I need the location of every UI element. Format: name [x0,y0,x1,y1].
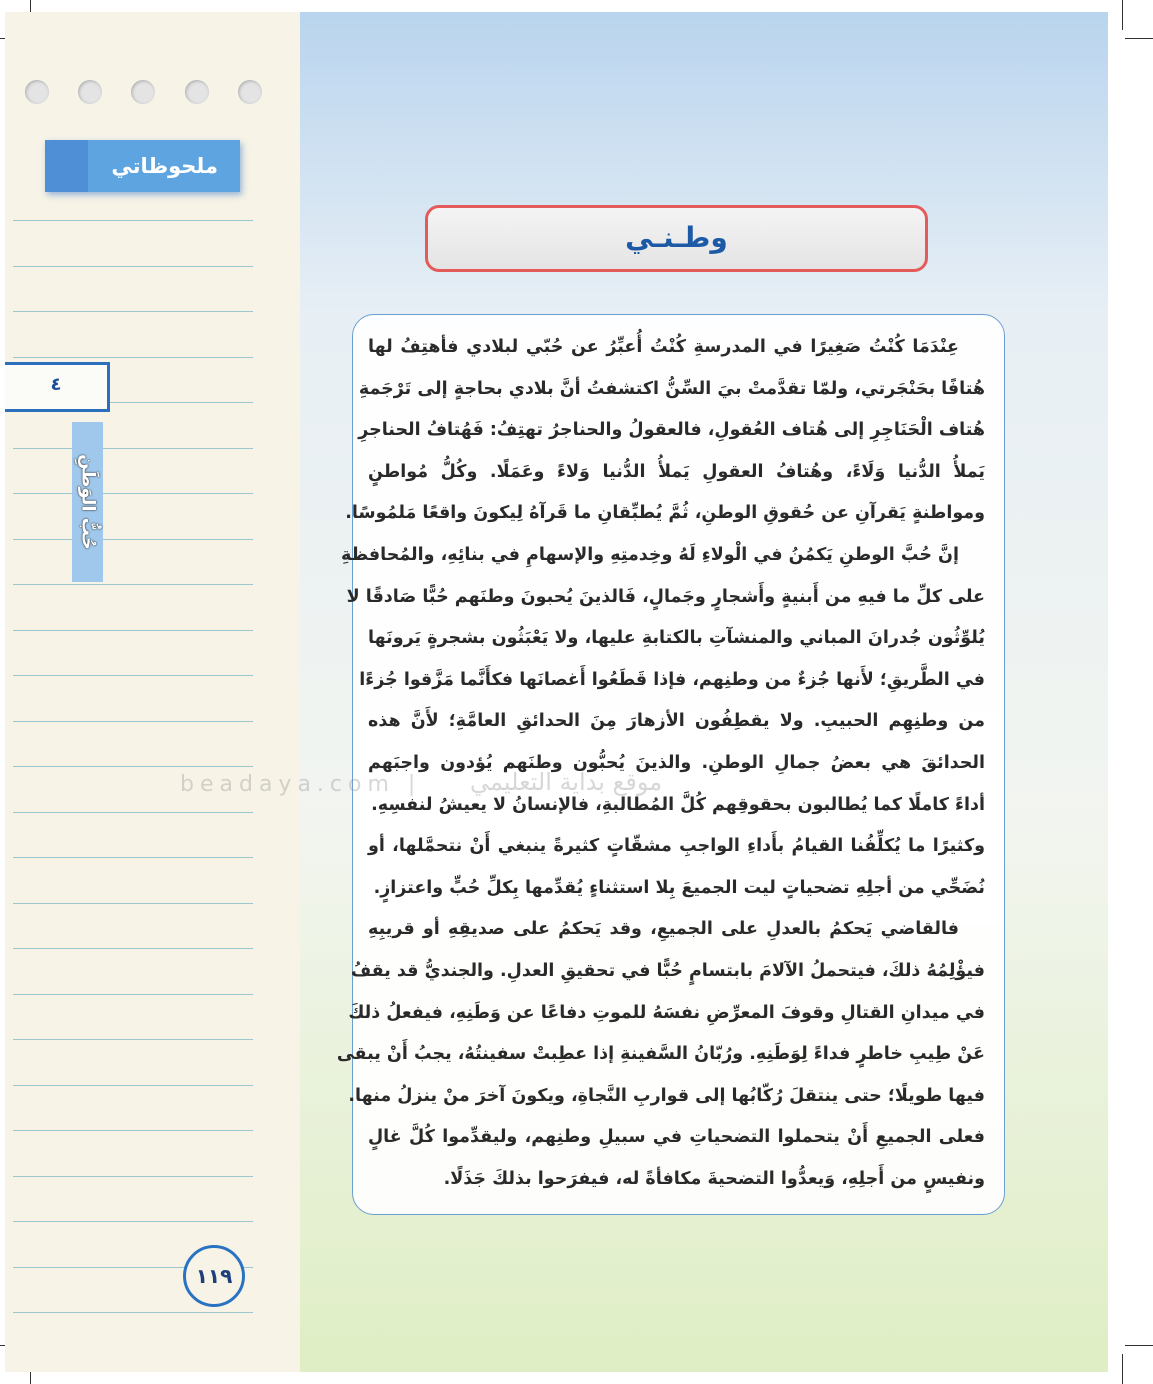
ruled-line [13,812,253,813]
ruled-line [13,766,253,767]
crop-mark [1122,1354,1123,1384]
paragraph-line: فيها طويلًا؛ حتى ينتقلَ رُكّابُها إلى قواربِ النَّجاةِ، ويكونَ آخرَ منْ ينزلُ منها. [348,1085,985,1106]
ruled-line [13,539,253,540]
ruled-line [13,1085,253,1086]
paragraph-line: من وطنِهِم الحبيبِ. ولا يقطِفُون الأزهارَ مِنَ الحدائقِ العامَّةِ؛ لأَنَّ هذه [368,711,985,732]
paragraph-line: الحدائقَ هي بعضُ جمالِ الوطنِ. والذينَ يُحبُّون وطنَهم يُؤدون واجبَهم [368,753,985,773]
notes-heading: ملحوظاتي [45,140,240,192]
paragraph-line: وكثيرًا ما يُكلِّفُنا القيامُ بأَداءِ الواجبِ مشقّاتٍ كثيرةً ينبغي أَنْ نتحمَّلها، أو [368,836,985,857]
paragraph-line: نُضَحِّي من أجلِهِ تضحياتٍ ليت الجميعَ بِلا استثناءٍ يُقدِّمها بِكلِّ حُبٍّ واعتزازٍ. [373,877,985,898]
unit-number: ٤ [5,362,110,412]
unit-title: حُبُّ الوَطَنِ [77,454,98,550]
paragraph-line: فيؤْلِمُهُ ذلكَ، فيتحملُ الآلامَ بابتسامٍ حُبًّا في تحقيقِ العدلِ. والجنديُّ قد يقفُ [350,961,985,981]
ruled-line [13,903,253,904]
paragraph-line: فعلى الجميعِ أَنْ يتحملوا التضحياتِ في سبيلِ وطنِهم، وليقدِّموا كُلَّ غالٍ [368,1127,985,1148]
paragraph-line: يُلوِّثُون جُدرانَ المباني والمنشآتِ بالكتابةِ عليها، ولا يَعْبَثُون بشجرةٍ يَرونَها [368,628,985,649]
paragraph-line: عِنْدَمَا كُنْتُ صَغِيرًا في المدرسةِ كُنْتُ أُعبِّرُ عن حُبّي لبلادي فأهتِفُ لها [368,337,959,357]
paragraph-line: أداءً كاملًا كما يُطالبون بحقوقِهم كُلَّ المُطالبةِ، فالإنسانُ لا يعيشُ لنفسِهِ. [371,794,985,815]
paragraph-line: ومواطنةٍ يَقرآنِ عن حُقوقِ الوطنِ، ثُمَّ يُطبِّقانِ ما قَرآهُ لِيكونَ واقعًا مَلمُوسًا. [345,503,985,524]
paragraph-line: عَنْ طِيبِ خاطرٍ فداءً لِوَطَنِهِ. ورُبّانُ السَّفينةِ إذا عطِبتْ سفينتُهُ، يجبُ أَنْ يبقى [336,1044,985,1065]
ruled-line [13,493,253,494]
ruled-line [13,1221,253,1222]
paragraph-line: على كلِّ ما فيهِ من أَبنيةٍ وأَشجارٍ وجَمالٍ، فَالذينَ يُحبونَ وطنَهم حُبًّا صَادقًا لا [346,586,985,607]
ruled-line [13,1130,253,1131]
watermark-site: beadaya.com | [180,772,422,797]
crop-mark [1125,1345,1153,1346]
ruled-line [13,584,253,585]
ruled-line [13,1039,253,1040]
notes-column [5,12,302,1372]
ruled-line [13,721,253,722]
ruled-line [13,857,253,858]
paragraph-line: هُتافًا بحَنْجَرتي، ولمّا تقدَّمتْ بيَ السِّنُّ اكتشفتُ أنَّ بلادي بحاجةٍ إلى تَرْجَمةِ [358,378,985,399]
binder-hole-icon [238,80,262,104]
paragraph-line: في ميدانِ القتالِ وقوفَ المعرِّضِ نفسَهُ للموتِ دفاعًا عن وَطَنِهِ، فيفعلُ ذلكَ [348,1002,985,1023]
lesson-title: وطـنـي [425,205,928,272]
ruled-line [13,948,253,949]
watermark-arabic: موقع بداية التعليمي [470,768,663,796]
binder-hole-icon [25,80,49,104]
ruled-line [13,448,253,449]
ruled-line [13,1312,253,1313]
binder-hole-icon [185,80,209,104]
crop-mark [1122,0,1123,30]
crop-mark [1125,38,1153,39]
ruled-line [13,630,253,631]
unit-title-ribbon [72,422,103,582]
paragraph-line: يَملأُ الدُّنيا وَلَاءً، وهُتافُ العقولِ يَملأُ الدُّنيا وَلاءً وعَمَلًا. وكُلُّ مُواطنٍ [368,461,985,482]
paragraph-line: إنَّ حُبَّ الوطنِ يَكمُنُ في الْولاءِ لَهُ وخِدمتِهِ والإسهامِ في بنائِهِ، والمُحافظةِ [341,545,959,565]
paragraph-line: هُتاف الْحَنَاجِرِ إلى هُتاف العُقولِ، فالعقولُ والحناجرُ تهتِفُ: فَهُتافُ الحناجرِ [358,420,985,441]
ruled-line [13,994,253,995]
paragraph-line: فالقاضي يَحكمُ بالعدلِ على الجميعِ، وقد يَحكمُ على صديقِهِ أو قريبِهِ [368,919,959,940]
ruled-line [13,311,253,312]
ruled-line [13,675,253,676]
paragraph-line: ونفيسٍ من أَجلِهِ، وَيعدُّوا التضحيةَ مكافأةً له، فيفرَحوا بذلكَ جَذَلًا. [443,1169,985,1189]
ruled-line [13,357,253,358]
ruled-line [13,266,253,267]
binder-hole-icon [131,80,155,104]
paragraph-line: في الطَّريقِ؛ لأَنها جُزءٌ من وطنِهم، فإذا قَطَعُوا أَغصانَها فكأَنَّما مَزَّقوا جُزءًا [359,669,985,690]
ruled-line [13,220,253,221]
page-number: ١١٩ [183,1245,245,1307]
ruled-line [13,1176,253,1177]
binder-hole-icon [78,80,102,104]
